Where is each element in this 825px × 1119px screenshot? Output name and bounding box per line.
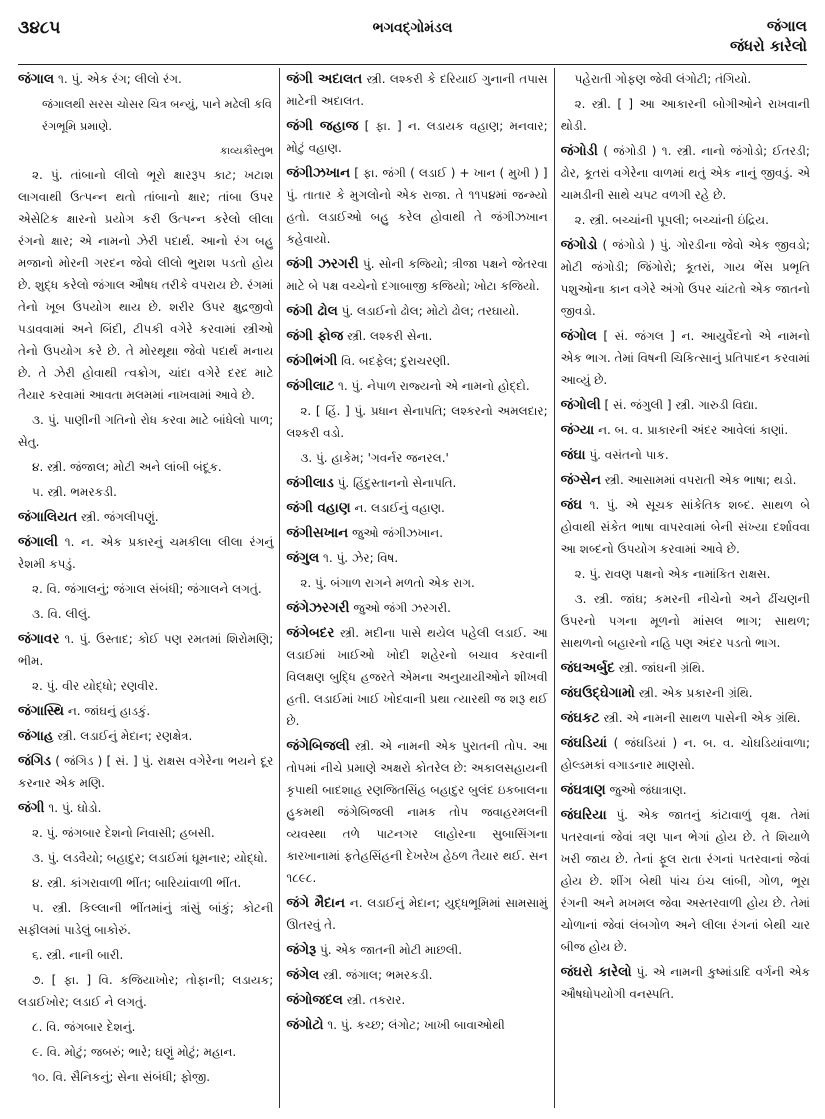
entry-headword: જંગે મૈદાન — [286, 895, 346, 911]
entry-definition: સ્ત્રી. જંગાલ; ભમરકડી. — [323, 968, 433, 982]
dictionary-entry — [561, 234, 810, 322]
entry-sense: ૨. પું. તાંબાનો લીલો ભૂરો ક્ષારરૂપ કાટ; ખટાશ લાગવાથી ઉત્પન્ન થતો તાંબાનો ક્ષાર; તાંબા ઉપર એસેટિક ક્ષારનો પ્રયોગ કરી ઉત્પન્ન કરેલો લીલા રંગનો ક્ષાર; એ નામનો ઝેરી પદાર્થ. આનો રંગ બહુ મજાનો મોરની ગરદન જેવો લીલો ભુરાશ પડતો હોય છે. શુદ્ધ કરેલો જંગાલ ઔષધ તરીકે વપરાય છે. રંગમાં તેનો ખૂબ ઉપયોગ થાય છે. શરીર ઉપર ક્ષુદ્રજીવો પડાવવામાં અને બિંદી, ટીપકી વગેરે કરવામાં સ્ત્રીઓ તેનો ઉપયોગ કરે છે. તે મોરથૂથા જેવો પદાર્થ મનાય છે. તે ઝેરી હોવાથી ત્વક્રોગ, ચાંદા વગેરે દરદ માટે તૈયાર કરવામાં આવતા મલમમાં નાખવામાં આવે છે. — [18, 168, 274, 402]
entry-sense: ૮. વિ. જંગબાર દેશનું. — [32, 1020, 136, 1034]
entry-headword: જંગાલી — [18, 534, 59, 550]
dictionary-entry — [561, 779, 810, 801]
entry-headword: જંગીભંગી — [286, 353, 338, 369]
entry-definition: પું. લડાઈનો ઢોલ; મોટો ઢોલ; તરઘાયો. — [341, 304, 520, 318]
entry-definition: જુઓ જંગી ઝરગરી. — [353, 601, 451, 615]
guide-word-first: જંગાલ — [766, 17, 807, 35]
entry-headword: જંગી વહાણ — [286, 500, 351, 516]
entry-headword: જંગોટો — [286, 1017, 324, 1033]
guide-words — [730, 16, 807, 56]
entry-headword: જંગેબદર — [286, 625, 335, 641]
entry-definition: સ્ત્રી. મદીના પાસે થયેલ પહેલી લડાઈ. આ લડાઈમાં ખાઈઓ ખોદી શહેરનો બચાવ કરવાની વિલક્ષણ બુદ્ધિ હજરતે એમના અનુયાયીઓને શીખવી હતી. લડાઈમાં ખાઈ ખોદવાની પ્રથા ત્યારથી જ શરૂ થઈ છે. — [286, 626, 548, 728]
entry-definition: સ્ત્રી. જંગલીપણું. — [81, 510, 159, 524]
entry-definition: ૧. પું. એ સૂચક સાંકેતિક શબ્દ. સાથળ બે હોવાથી સંકેત ભાષા વાપરવામાં બેની સંખ્યા દર્શાવવા આ શબ્દનો ઉપયોગ કરવામાં આવે છે. — [560, 498, 810, 556]
dictionary-entry — [286, 375, 547, 397]
dictionary-entry — [561, 469, 810, 491]
entry-headword: જંગિડ — [18, 753, 52, 769]
dictionary-entry — [561, 394, 810, 416]
dictionary-entry — [286, 964, 547, 986]
entry-sense: ૩. સ્ત્રી. જાંઘ; કમરની નીચેનો અને ઢીંચણની ઉપરનો પગના મૂળનો માંસલ ભાગ; સાથળ; સાથળનો બહારનો નહિ પણ અંદર પડતો ભાગ. — [560, 592, 810, 650]
entry-headword: જંગાવર — [18, 631, 60, 647]
entry-sense: ૭. [ ફા. ] વિ. કજિયાખોર; તોફાની; લડાયક; લડાઈખોર; લડાઈ ને લગતું. — [18, 973, 274, 1009]
entry-headword: જંગીસખાન — [286, 525, 349, 541]
dictionary-entry — [286, 162, 547, 250]
entry-headword: જંગોજદલ — [286, 992, 343, 1008]
dictionary-entry — [18, 68, 273, 90]
dictionary-entry — [286, 735, 547, 889]
entry-definition: સ્ત્રી. આસામમાં વપરાતી એક ભાષા; થડો. — [604, 473, 797, 487]
entry-definition: પું. સોની કજિયો; ત્રીજા પક્ષને જેતરવા માટે બે પક્ષ વચ્ચેનો દગાબાજી કજિયો; ખોટા કજિયો. — [286, 257, 548, 293]
entry-headword: જંગ્સેન — [560, 472, 601, 488]
entry-definition: ( જંઘડિયાં ) ન. બ. વ. ચોઘડિયાંવાળા; હોલ્ડમકાં વગાડનાર માણસો. — [560, 736, 810, 772]
entry-definition: ૧. પું. કચ્છ; લંગોટ; ખાખી બાવાઓથી — [327, 1018, 505, 1032]
entry-definition: સ્ત્રી. એ નામની એક પુરાતની તોપ. આ તોપમાં નીચે પ્રમાણે અક્ષરો કોતરેલ છે: અકાલસહાયની કૃપાથી બાદશાહ રણજિતસિંહ બહાદુર બુલંદ ઇકબાલના હુકમથી જંગેબિજલી નામક તોપ જવાહરમલની વ્યવસ્થા તળે પાટનગર લાહોરના સુબાસિંગના કારખાનામાં ફતેહસિંહની દેખરેખ હેઠળ તૈયાર થઈ. સન ૧૮૯૮. — [286, 739, 548, 885]
dictionary-entry — [286, 597, 547, 619]
entry-headword: જંગોડી — [560, 143, 598, 159]
entry-definition: પું. એક જાતનું કાંટાવાળું વૃક્ષ. તેમાં પતરવાનાં જેવાં ત્રણ પાન ભેગાં હોય છે. તે શિયાળે ખરી જાય છે. તેનાં ફૂલ રાતા રંગનાં પતરવાનાં જેવાં હોય છે. શીંગ બેથી પાંચ ઇંચ લાંબી, ગોળ, ભૂરા રંગની અને મખમલ જેવા અસ્તરવાળી હોય છે. તેમાં ચોળાનાં જેવાં લંબગોળ અને લીલા રંગનાં બેથી ચાર બીજ હોય છે. — [560, 808, 810, 954]
entry-definition: પું. એક જાતની મોટી માછલી. — [319, 943, 463, 957]
entry-sense: ૫. સ્ત્રી. કિલ્લાની ભીંતમાંનું ત્રાંસું બાંકું; કોટની સફીલમાં પાડેલું બાકોરું. — [18, 901, 274, 937]
entry-headword: જંગુલ — [286, 550, 320, 566]
entry-headword: જંગેઝરગરી — [286, 600, 350, 616]
entry-sense: પહેરાતી ગોફણ જેવી લંગોટી; તંગિયો. — [574, 72, 752, 86]
entry-sense: ૨. વિ. જંગાલનું; જંગાલ સંબંધી; જંગાલને લગતું. — [32, 582, 262, 596]
entry-definition: ૧. પું. એક રંગ; લીલો રંગ. — [57, 72, 182, 86]
dictionary-entry — [286, 300, 547, 322]
entry-headword: જંગાલ — [18, 71, 55, 87]
entry-headword: જંગી અદાલત — [286, 71, 363, 87]
entry-definition: ૧. પું. ઝેર; વિષ. — [323, 551, 399, 565]
entry-sense: ૨. સ્ત્રી. બચ્ચાંની પૂપલી; બચ્ચાંની ઇંદ્રિય. — [574, 213, 769, 227]
column-1 — [18, 68, 279, 1108]
entry-definition: ( જંગિડ ) [ સં. ] પું. રાક્ષસ વગેરેના ભયને દૂર કરનાર એક મણિ. — [18, 754, 274, 790]
entry-sense: ૯. વિ. મોટું; જબરું; ભારે; ઘણું મોટું; મહાન. — [32, 1045, 237, 1059]
entry-headword: જંઘકટ — [560, 710, 600, 726]
entry-headword: જંઘરિયા — [560, 807, 607, 823]
dictionary-entry — [286, 1014, 547, 1036]
dictionary-entry — [561, 804, 810, 958]
entry-definition: [ સં. જંગુલી ] સ્ત્રી. ગારુડી વિદ્યા. — [604, 398, 758, 412]
entry-quotation: જંગાલથી સરસ ચોસર ચિત્ર બન્યું, પાને મઢેલી કવિ રંગભૂમિ પ્રમાણે. — [42, 97, 272, 133]
page-number: ૩૪૮૫ — [18, 18, 61, 38]
entry-definition: સ્ત્રી. એક પ્રકારની ગ્રંથિ. — [638, 686, 753, 700]
entry-sense: ૧૦. વિ. સૈનિકનું; સેના સંબંધી; ફોજી. — [32, 1070, 211, 1084]
dictionary-entry — [561, 707, 810, 729]
entry-citation: કાવ્યકૌસ્તુભ — [220, 145, 274, 157]
entry-definition: જુઓ જંગીઝખાન. — [352, 526, 444, 540]
dictionary-entry — [18, 700, 273, 722]
entry-sense: ૨. પું. બંગાળ રાગને મળતો એક રાગ. — [300, 576, 475, 590]
dictionary-entry — [286, 350, 547, 372]
dictionary-entry — [286, 892, 547, 936]
entry-headword: જંઘરો કારેલો — [560, 964, 632, 980]
entry-headword: જંઘઉદ્ઘેગામો — [560, 685, 635, 701]
dictionary-entry — [561, 140, 810, 206]
dictionary-entry — [561, 732, 810, 776]
entry-sense: ૩. પું. પાણીની ગતિનો રોધ કરવા માટે બાંધેલો પાળ; સેતુ. — [18, 413, 274, 449]
dictionary-entry — [286, 989, 547, 1011]
dictionary-entry — [561, 444, 810, 466]
entry-headword: જંગાહ — [18, 728, 54, 744]
entry-definition: પું. હિંદુસ્તાનનો સેનાપતિ. — [337, 476, 457, 490]
entry-sense: ૨. [ હિં. ] પું. પ્રધાન સેનાપતિ; લશ્કરનો અમલદાર; લશ્કરી વડો. — [286, 404, 548, 440]
entry-definition: ૧. પું. ઉસ્તાદ; કોઈ પણ રમતમાં શિરોમણિ; ભીમ. — [18, 632, 274, 668]
entry-headword: જંગી ઝરગરી — [286, 256, 359, 272]
entry-definition: સ્ત્રી. લશ્કરી કે દરિયાઈ ગુનાની તપાસ માટેની અદાલત. — [286, 72, 548, 108]
entry-sense: ૩. પું. હાકેમ; 'ગવર્નર જનરલ.' — [300, 451, 449, 465]
entry-definition: સ્ત્રી. લશ્કરી સેના. — [347, 329, 433, 343]
dictionary-entry — [286, 115, 547, 159]
entry-definition: ૧. પું. ઘોડો. — [48, 801, 102, 815]
entry-headword: જંગેલ — [286, 967, 320, 983]
entry-sense: ૨. પું. રાવણ પક્ષનો એક નામાંકિત રાક્ષસ. — [574, 567, 771, 581]
entry-headword: જંગીઝખાન — [286, 165, 351, 181]
entry-definition: સ્ત્રી. તકરાર. — [346, 993, 406, 1007]
entry-definition: ૧. પું. નેપાળ રાજ્યનો એ નામનો હોદ્દો. — [338, 379, 530, 393]
entry-definition: ( જંગોડી ) ૧. સ્ત્રી. નાનો જંગોડો; ઈતરડી; ઢોર, કૂતરાં વગેરેના વાળમાં થતું એક નાનું જીવડું. એ ચામડીની સાથે ચપટ વળગી રહે છે. — [560, 144, 810, 202]
entry-headword: જંગોલી — [560, 397, 601, 413]
entry-headword: જંગી ફોજ — [286, 328, 344, 344]
dictionary-entry — [561, 961, 810, 1005]
guide-word-last: જંધરો કારેલો — [729, 37, 807, 55]
dictionary-entry — [286, 472, 547, 494]
entry-headword: જંગેબિજલી — [286, 738, 350, 754]
entry-sense: ૨. પું. વીર યોદ્ધો; રણવીર. — [32, 679, 159, 693]
dictionary-entry — [286, 547, 547, 569]
dictionary-entry — [561, 657, 810, 679]
dictionary-entry — [286, 522, 547, 544]
entry-headword: જંગેરૂ — [286, 942, 317, 958]
entry-definition: [ ફા. ] ન. લડાયક વહાણ; મનવાર; મોટું વહાણ. — [286, 119, 548, 155]
entry-sense: ૪. સ્ત્રી. કાંગરાવાળી ભીંત; બારિયાંવાળી ભીંત. — [32, 876, 242, 890]
dictionary-columns — [18, 68, 810, 1108]
entry-headword: જંઘત્રાણ — [560, 782, 606, 798]
entry-headword: જંગી જહાજ — [286, 118, 359, 134]
entry-definition: ન. જાંઘનું હાડકું. — [67, 704, 151, 718]
entry-headword: જંગી ઢોલ — [286, 303, 338, 319]
entry-definition: જુઓ જંઘાત્રાણ. — [609, 783, 687, 797]
entry-definition: સ્ત્રી. જાંઘની ગ્રંથિ. — [618, 661, 705, 675]
dictionary-entry — [286, 68, 547, 112]
entry-headword: જંગોડો — [560, 237, 598, 253]
entry-sense: ૨. સ્ત્રી. [ ] આ આકારની બોગીઓને રાખવાની થોડી. — [560, 97, 810, 133]
running-title: ભગવદ્ગોમંડલ — [372, 20, 453, 36]
entry-headword: જંગાસ્થિ — [18, 703, 65, 719]
entry-sense: ૩. પું. લડવૈયો; બહાદુર; લડાઈમાં ઘૂમનાર; યોદ્ધો. — [32, 851, 268, 865]
dictionary-entry — [18, 725, 273, 747]
entry-definition: ન. લડાઈનું મેદાન; યુદ્ધભૂમિમાં સામસામું ઊતરવું તે. — [286, 896, 548, 932]
entry-headword: જંગ્યા — [560, 422, 595, 438]
entry-headword: જંઘ — [560, 497, 583, 513]
page-header — [0, 0, 825, 60]
dictionary-entry — [561, 494, 810, 560]
entry-definition: પું. વસંતનો પાક. — [589, 448, 669, 462]
entry-definition: સ્ત્રી. લડાઈનું મેદાન; રણક્ષેત્ર. — [57, 729, 193, 743]
dictionary-entry — [286, 939, 547, 961]
dictionary-entry — [18, 797, 273, 819]
entry-definition: સ્ત્રી. એ નામની સાથળ પાસેની એક ગ્રંથિ. — [603, 711, 801, 725]
entry-definition: પું. એ નામની કુષ્માંડાદિ વર્ગની એક ઔષધોપયોગી વનસ્પતિ. — [560, 965, 810, 1001]
dictionary-entry — [18, 531, 273, 575]
entry-headword: જંગોલ — [560, 328, 597, 344]
column-3 — [554, 68, 810, 1108]
dictionary-entry — [286, 325, 547, 347]
dictionary-entry — [561, 419, 810, 441]
entry-headword: જંઘઅર્બુદ — [560, 660, 615, 676]
entry-sense: ૬. સ્ત્રી. નાની બારી. — [32, 948, 124, 962]
entry-headword: જંગીલાટ — [286, 378, 335, 394]
dictionary-entry — [18, 506, 273, 528]
entry-headword: જંઘડિયાં — [560, 735, 608, 751]
entry-definition: વિ. બદફેલ; દુરાચરણી. — [341, 354, 451, 368]
dictionary-entry — [18, 628, 273, 672]
entry-definition: ન. બ. વ. પ્રાકારની અંદર આવેલાં કાણાં. — [598, 423, 789, 437]
entry-headword: જંગીલાડ — [286, 475, 334, 491]
entry-definition: [ ફા. જંગી ( લડાઈ ) + ખાન ( મુખી ) ] પું. તાતાર કે મુગલોનો એક રાજા. તે ૧૧૫૪માં જન્મ્યો હતો. લડાઈઓ બહુ કરેલ હોવાથી તે જંગીઝખાન કહેવાયો. — [286, 166, 548, 246]
header-rule — [18, 64, 807, 65]
dictionary-entry — [286, 622, 547, 732]
entry-headword: જંગાલિયત — [18, 509, 78, 525]
dictionary-entry — [561, 682, 810, 704]
entry-definition: ન. લડાઈનું વહાણ. — [354, 501, 445, 515]
entry-headword: જંગી — [18, 800, 45, 816]
dictionary-entry — [286, 497, 547, 519]
entry-definition: ( જંગોડો ) પું. ગોરડીના જેવો એક જીવડો; મોટી જંગોડી; જિંગોરો; કૂતરાં, ગાય ભેંસ પ્રભૃતિ પશુઓના કાન વગેરે અંગો ઉપર ચાંટતો એક જાતનો જીવડો. — [560, 238, 810, 318]
dictionary-entry — [18, 750, 273, 794]
entry-sense: ૩. વિ. લીલું. — [32, 607, 91, 621]
entry-sense: ૪. સ્ત્રી. જંજાલ; મોટી અને લાંબી બંદૂક. — [32, 460, 222, 474]
entry-definition: [ સં. જંગલ ] ન. આયુર્વેદનો એ નામનો એક ભાગ. તેમાં વિષની ચિકિત્સાનું પ્રતિપાદન કરવામાં આવ્યું છે. — [560, 329, 810, 387]
dictionary-entry — [561, 325, 810, 391]
entry-headword: જંઘા — [560, 447, 586, 463]
dictionary-entry — [286, 253, 547, 297]
entry-sense: ૨. પું. જંગબાર દેશનો નિવાસી; હબસી. — [32, 826, 215, 840]
entry-sense: ૫. સ્ત્રી. ભમરકડી. — [32, 485, 117, 499]
entry-definition: ૧. ન. એક પ્રકારનું ચમકીલા લીલા રંગનું રેશમી કપડું. — [18, 535, 274, 571]
column-2 — [279, 68, 553, 1108]
